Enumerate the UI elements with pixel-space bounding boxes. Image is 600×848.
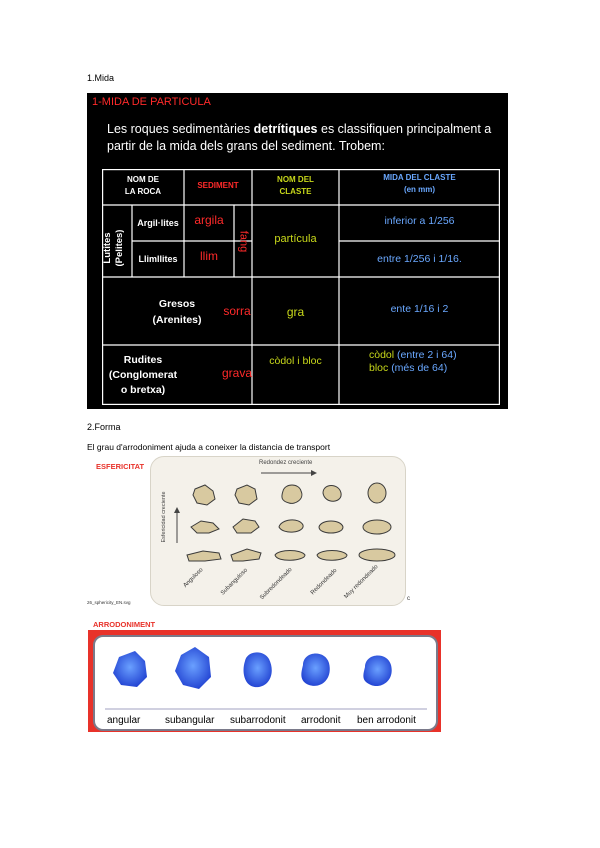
slide-title: 1-MIDA DE PARTICULA [92,96,211,108]
grade-arrodonit: arrodonit [301,715,341,726]
grain-r1-c5 [368,483,386,503]
grade-subarrodonit: subarrodonit [230,715,286,726]
lutites-group-label: Lutites (Pelites) [102,229,125,267]
clast-codol-bloc: còdol i bloc [269,355,322,367]
size-codol-bloc: còdol (entre 2 i 64) bloc (més de 64) [369,349,457,374]
header-clast-name: NOM DEL CLASTE [277,175,314,196]
rock-argillites: Argil·lites [137,218,179,228]
slide-intro-text: Les roques sedimentàries detrítiques es classifiquen principalment a partir de la mida dels grans del sediment. Trobem: [107,122,492,153]
column-label-4: Redondeado [309,567,339,597]
column-label-1: Anguloso [182,567,205,589]
column-label-5: Muy redondeado [343,563,380,601]
section-subheading: El grau d'arrodoniment ajuda a coneixer la distancia de transport [87,442,331,452]
grain-subangular [175,647,211,689]
grain-r2-c3 [279,520,303,532]
grain-r3-c2 [231,549,261,561]
grain-r2-c2 [233,519,259,533]
esfericitat-label: ESFERICITAT [96,462,145,471]
sphericity-roundness-figure [150,456,406,606]
grain-r1-c1 [193,485,215,505]
particle-size-slide [87,93,508,409]
figure-caption: 26_sphericity_EN.svg [87,600,131,605]
sediment-llim: llim [200,249,218,263]
rock-llimllites: Llimllites [138,254,178,264]
grade-angular: angular [107,715,141,726]
grain-arrodonit [301,653,329,685]
grain-r2-c1 [191,521,219,533]
size-argila: inferior a 1/256 [384,215,455,227]
grain-r3-c4 [317,551,347,561]
arrodoniment-label: ARRODONIMENT [93,620,156,629]
size-gra: ente 1/16 i 2 [390,303,449,315]
grain-r2-c4 [319,521,343,533]
roundness-axis-label: Redondez creciente [259,460,313,466]
clast-gra: gra [286,305,305,319]
grain-r2-c5 [363,520,391,534]
grain-ben-arrodonit [363,655,391,686]
grade-ben-arrodonit: ben arrodonit [357,715,416,726]
sediment-argila: argila [194,213,224,227]
header-clast-size: MIDA DEL CLASTE (en mm) [383,173,456,194]
grain-subarrodonit [244,652,272,687]
column-label-2: Subanguloso [220,567,250,597]
sediment-grava: grava [221,366,253,380]
grain-r3-c5 [359,549,395,561]
rock-gresos: Gresos (Arenites) [152,298,202,326]
rounding-figure-frame [88,630,441,732]
header-rock-name: NOM DE LA ROCA [124,175,162,196]
rounding-figure [93,635,438,731]
grade-subangular: subangular [165,715,215,726]
detritiques-bold: detrítiques [253,122,318,136]
classification-table [102,169,500,405]
size-llim: entre 1/256 i 1/16. [377,253,462,265]
sediment-sorra: sorra [223,304,251,318]
section-heading-forma: 2.Forma [87,422,121,432]
figure-corner-mark: c [407,596,410,602]
clast-particula: partícula [274,233,317,245]
sediment-fang: fang [237,230,250,253]
grain-r1-c4 [323,486,341,502]
grain-r1-c3 [282,485,302,503]
rock-rudites: Rudites (Conglomerat o bretxa) [108,354,178,396]
sphericity-axis-label: Esfericidad creciente [161,491,167,543]
grain-r1-c2 [235,485,257,505]
column-label-3: Subredondeado [259,566,294,602]
grain-angular [113,651,147,687]
section-heading-mida: 1.Mida [87,73,115,83]
header-sediment: SEDIMENT [197,181,239,190]
grain-r3-c3 [275,551,305,561]
grain-r3-c1 [187,551,221,561]
